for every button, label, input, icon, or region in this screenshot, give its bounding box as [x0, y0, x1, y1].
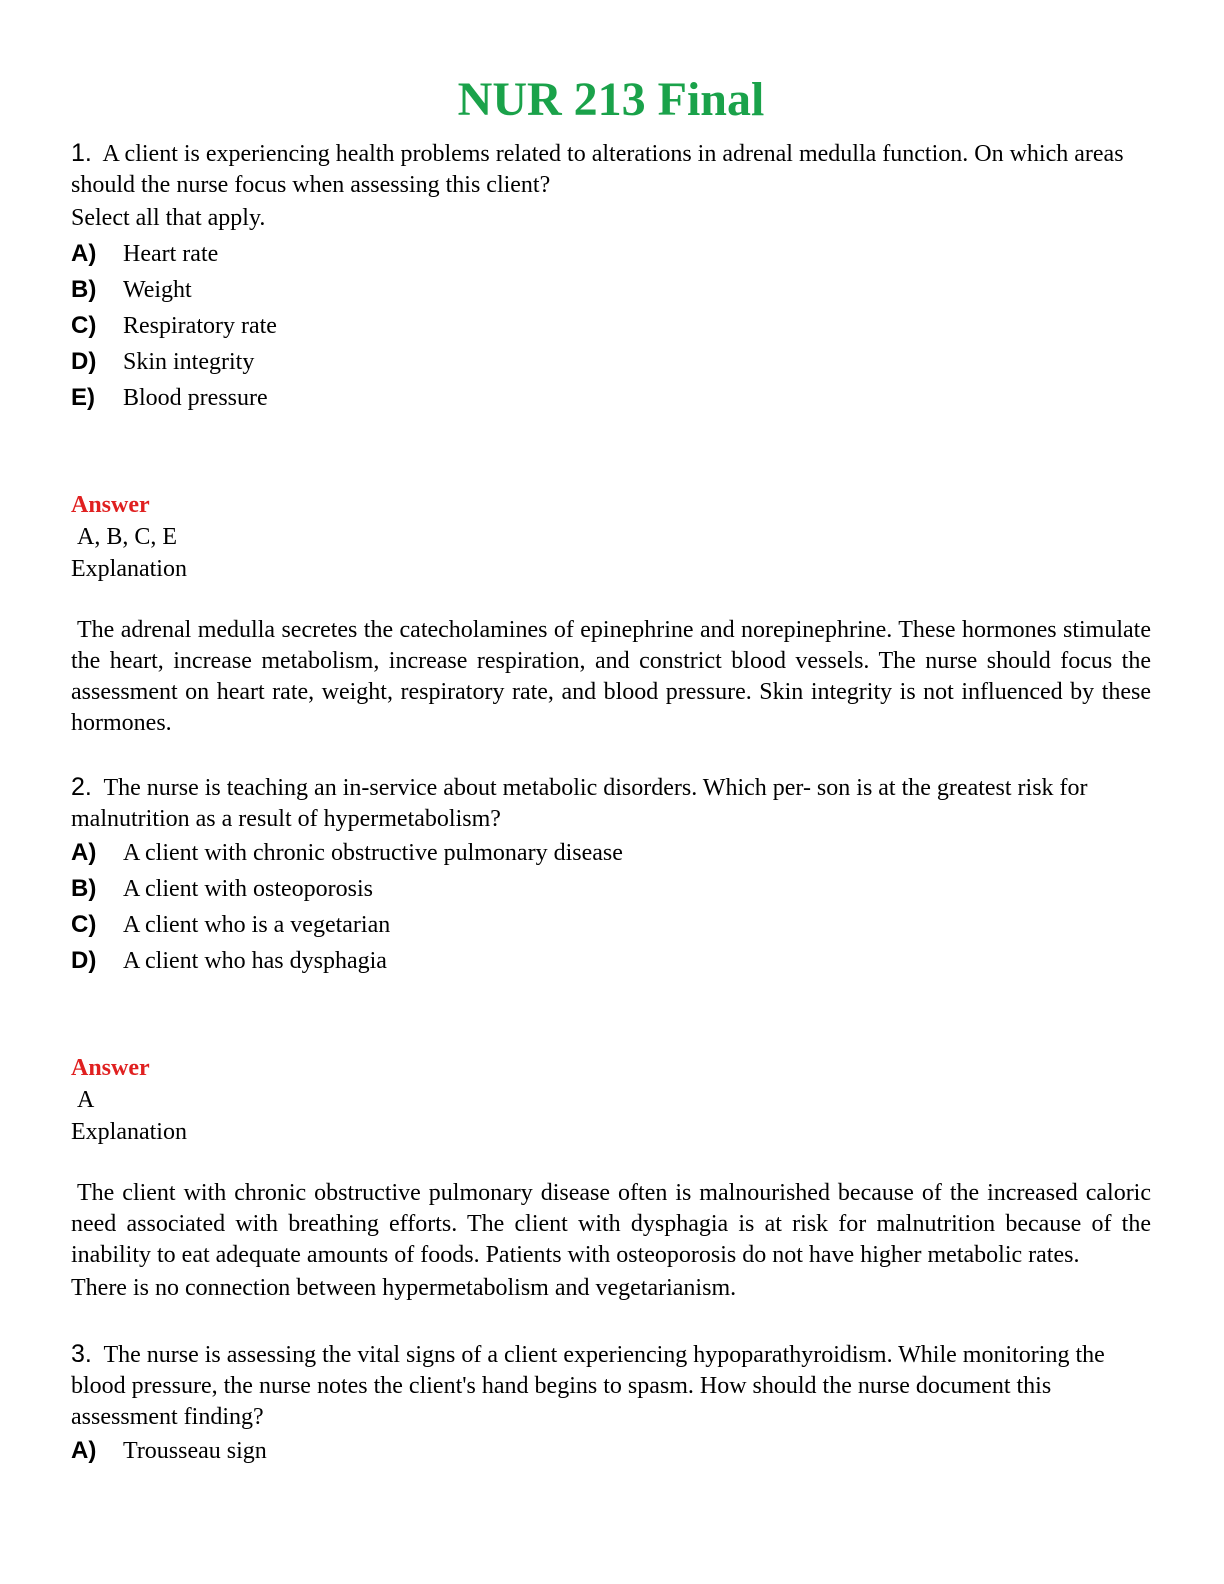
option-letter: C): [71, 911, 97, 938]
option-e[interactable]: [71, 380, 1151, 416]
option-b[interactable]: [71, 272, 1151, 308]
option-letter: A): [71, 240, 97, 267]
option-a[interactable]: [71, 236, 1151, 272]
explanation-text: There is no connection between hypermetabolism and vegetarianism.: [71, 1275, 737, 1301]
option-text: A client who has dysphagia: [123, 948, 387, 974]
option-letter: C): [71, 312, 97, 339]
question-text: [71, 1339, 1151, 1433]
option-text: Respiratory rate: [123, 313, 277, 339]
option-d[interactable]: [71, 344, 1151, 380]
option-text: Blood pressure: [123, 385, 268, 411]
option-text: Trousseau sign: [123, 1438, 267, 1464]
question-number: 1.: [71, 139, 92, 167]
question-1: [71, 138, 1151, 739]
option-text: A client with chronic obstructive pulmonary disease: [123, 840, 623, 866]
document-page: [71, 72, 1151, 1469]
question-text: [71, 138, 1151, 201]
explanation-heading: Explanation: [71, 1119, 187, 1145]
document-title: NUR 213 Final: [457, 73, 765, 126]
answer-value: A, B, C, E: [77, 524, 178, 550]
question-number: 3.: [71, 1340, 92, 1368]
question-2: [71, 772, 1151, 1304]
option-text: Skin integrity: [123, 349, 255, 375]
option-d[interactable]: [71, 943, 1151, 979]
option-text: A client with osteoporosis: [123, 876, 373, 902]
option-a[interactable]: [71, 835, 1151, 871]
question-stem: The nurse is assessing the vital signs of a client experiencing hypoparathyroidism. While monitoring the blood pressure, the nurse notes the client's hand begins to spasm. How should the nurse document this assessment finding?: [71, 1342, 1105, 1430]
option-letter: A): [71, 839, 97, 866]
explanation-text: The adrenal medulla secretes the catecholamines of epinephrine and norepinephrine. These hormones stimulate the heart, increase metabolism, increase respiration, and constrict blood vessels. The nurse should focus the assessment on heart rate, weight, respiratory rate, and blood pressure. Skin integrity is not influenced by these hormones.: [71, 617, 1151, 736]
option-c[interactable]: [71, 308, 1151, 344]
answer-block: [71, 490, 1151, 739]
question-number: 2.: [71, 773, 92, 801]
question-stem: A client is experiencing health problems related to alterations in adrenal medulla function. On which areas should the nurse focus when assessing this client?: [71, 141, 1124, 198]
option-c[interactable]: [71, 907, 1151, 943]
answer-block: [71, 1053, 1151, 1304]
explanation-text: The client with chronic obstructive pulmonary disease often is malnourished because of the increased caloric need associated with breathing efforts. The client with dysphagia is at risk for malnutrition because of the inability to eat adequate amounts of foods. Patients with osteoporosis do not have higher metabolic rates.: [71, 1180, 1151, 1268]
option-letter: B): [71, 875, 97, 902]
option-letter: E): [71, 384, 95, 411]
option-text: Weight: [123, 277, 192, 303]
option-letter: B): [71, 276, 97, 303]
options-list: [71, 835, 1151, 979]
option-letter: A): [71, 1437, 97, 1464]
answer-value: A: [77, 1087, 95, 1113]
option-letter: D): [71, 947, 97, 974]
option-a[interactable]: [71, 1433, 1151, 1469]
explanation-heading: Explanation: [71, 556, 187, 582]
question-text: [71, 772, 1151, 835]
answer-heading: Answer: [71, 1055, 150, 1081]
question-stem: The nurse is teaching an in-service about metabolic disorders. Which per- son is at the greatest risk for malnutrition as a result of hypermetabolism?: [71, 775, 1088, 832]
option-text: A client who is a vegetarian: [123, 912, 391, 938]
options-list: [71, 236, 1151, 416]
answer-heading: Answer: [71, 492, 150, 518]
question-instruction: Select all that apply.: [71, 205, 266, 231]
option-letter: D): [71, 348, 97, 375]
option-b[interactable]: [71, 871, 1151, 907]
question-3: [71, 1339, 1151, 1469]
options-list: [71, 1433, 1151, 1469]
option-text: Heart rate: [123, 241, 219, 267]
